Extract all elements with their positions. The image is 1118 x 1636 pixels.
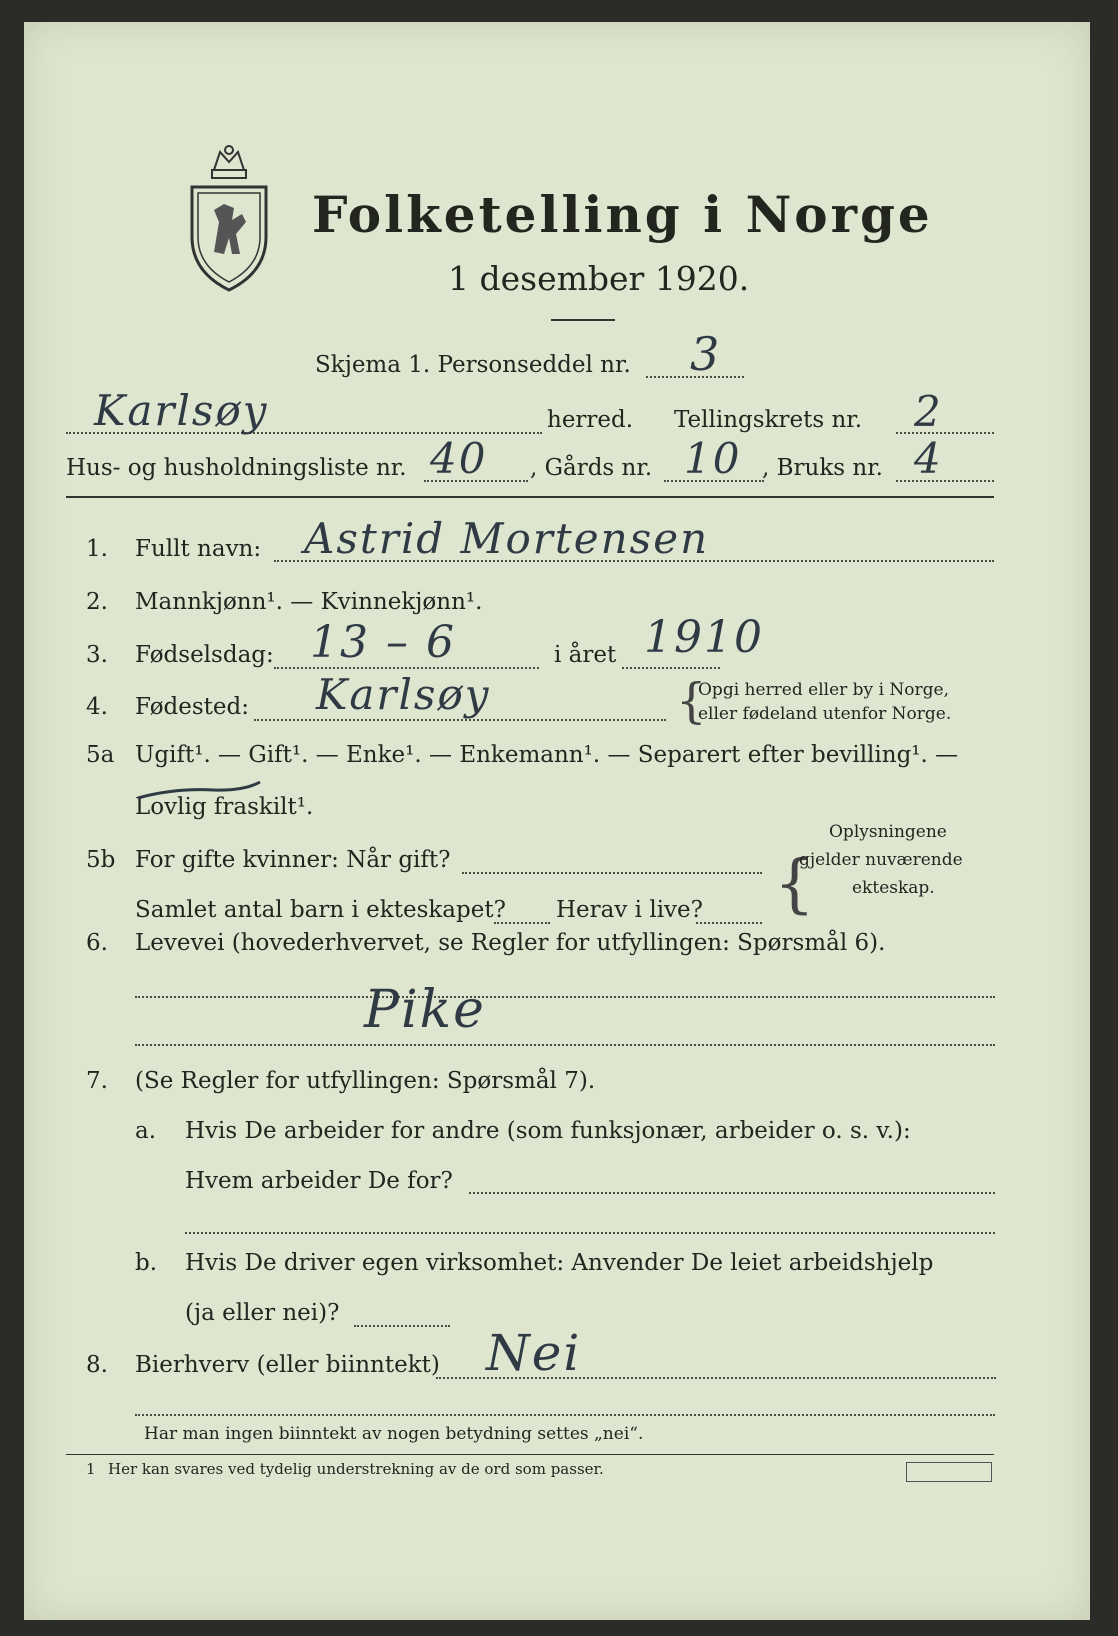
bruks-line[interactable] <box>896 480 994 482</box>
q5b-line2b: Herav i live? <box>556 897 703 923</box>
krets-value: 2 <box>914 387 943 436</box>
q4-brace: { <box>676 673 707 729</box>
herred-value: Karlsøy <box>94 386 269 435</box>
q5b-married-line[interactable] <box>462 872 762 874</box>
q3-year-value: 1910 <box>644 612 764 663</box>
q4-line[interactable] <box>254 719 666 721</box>
census-form-sheet <box>24 22 1090 1620</box>
q8-line-2[interactable] <box>135 1414 995 1416</box>
q2-label: Mannkjønn¹. — Kvinnekjønn¹. <box>135 589 483 615</box>
q5b-line2a: Samlet antal barn i ekteskapet? <box>135 897 506 923</box>
q7-number: 7. <box>86 1068 108 1094</box>
q7a-letter: a. <box>135 1118 157 1144</box>
coat-of-arms-icon <box>184 142 274 292</box>
form-date: 1 desember 1920. <box>448 259 750 298</box>
husliste-value: 40 <box>430 434 488 483</box>
biinntekt-note: Har man ingen biinntekt av nogen betydning settes „nei“. <box>144 1424 644 1444</box>
krets-line[interactable] <box>896 432 994 434</box>
q7b-answer-line[interactable] <box>354 1325 450 1327</box>
q7a-line2: Hvem arbeider De for? <box>185 1168 453 1194</box>
q7b-line1: Hvis De driver egen virksomhet: Anvender De leiet arbeidshjelp <box>185 1250 934 1276</box>
q7b-letter: b. <box>135 1250 158 1276</box>
q5b-note-1: Oplysningene <box>829 822 947 842</box>
title-rule <box>551 319 615 321</box>
q1-label: Fullt navn: <box>135 536 262 562</box>
q6-line-1[interactable] <box>135 996 995 998</box>
q5b-brace: { <box>774 847 815 921</box>
q7b-line2: (ja eller nei)? <box>185 1300 340 1326</box>
bruks-label: , Bruks nr. <box>762 455 883 481</box>
q1-number: 1. <box>86 536 108 562</box>
q1-value: Astrid Mortensen <box>304 514 710 563</box>
q3-number: 3. <box>86 642 108 668</box>
gards-label: , Gårds nr. <box>530 455 653 481</box>
q4-number: 4. <box>86 694 108 720</box>
q5a-number: 5a <box>86 742 115 768</box>
footnote-rule <box>66 1454 994 1455</box>
q4-note-2: eller fødeland utenfor Norge. <box>698 704 952 724</box>
q5b-line1: For gifte kvinner: Når gift? <box>135 847 451 873</box>
q2-number: 2. <box>86 589 108 615</box>
footnote-mark: 1 <box>86 1460 96 1478</box>
printer-stamp <box>906 1462 992 1482</box>
q3-year-line[interactable] <box>622 667 720 669</box>
header-divider <box>66 496 994 498</box>
q6-number: 6. <box>86 930 108 956</box>
q5b-note-2: gjelder nuværende <box>799 850 963 870</box>
q8-value: Nei <box>486 1324 582 1382</box>
skjema-label: Skjema 1. Personseddel nr. <box>315 352 631 378</box>
q8-label: Bierhverv (eller biinntekt) <box>135 1352 440 1378</box>
herred-label: herred. <box>547 407 634 433</box>
q5b-alive-line[interactable] <box>696 922 762 924</box>
q4-note-1: Opgi herred eller by i Norge, <box>698 680 949 700</box>
q7a-line1: Hvis De arbeider for andre (som funksjonær, arbeider o. s. v.): <box>185 1118 911 1144</box>
gards-value: 10 <box>684 434 742 483</box>
husliste-label: Hus- og husholdningsliste nr. <box>66 455 407 481</box>
q6-label: Levevei (hovederhvervet, se Regler for utfyllingen: Spørsmål 6). <box>135 930 886 956</box>
q3-year-label: i året <box>554 642 617 668</box>
q8-number: 8. <box>86 1352 108 1378</box>
q6-line-2[interactable] <box>135 1044 995 1046</box>
q5a-underline-mark <box>134 780 264 810</box>
q5a-line2: Lovlig fraskilt¹. <box>135 794 314 820</box>
skjema-value: 3 <box>690 327 722 381</box>
q5a-line1: Ugift¹. — Gift¹. — Enke¹. — Enkemann¹. — Separert efter bevilling¹. — <box>135 742 959 768</box>
q7-label: (Se Regler for utfyllingen: Spørsmål 7). <box>135 1068 596 1094</box>
krets-label: Tellingskrets nr. <box>674 407 863 433</box>
q5b-number: 5b <box>86 847 116 873</box>
q5b-note-3: ekteskap. <box>852 878 935 898</box>
q3-label: Fødselsdag: <box>135 642 274 668</box>
q5b-children-line[interactable] <box>494 922 550 924</box>
bruks-value: 4 <box>914 434 943 483</box>
q4-label: Fødested: <box>135 694 250 720</box>
q3-value: 13 – 6 <box>310 617 456 668</box>
footnote-text: Her kan svares ved tydelig understrekning av de ord som passer. <box>108 1460 604 1478</box>
q6-value: Pike <box>364 980 486 1040</box>
q7a-line-2[interactable] <box>185 1232 995 1234</box>
form-title: Folketelling i Norge <box>312 185 933 244</box>
q4-value: Karlsøy <box>316 670 491 719</box>
q7a-line-1[interactable] <box>469 1192 995 1194</box>
